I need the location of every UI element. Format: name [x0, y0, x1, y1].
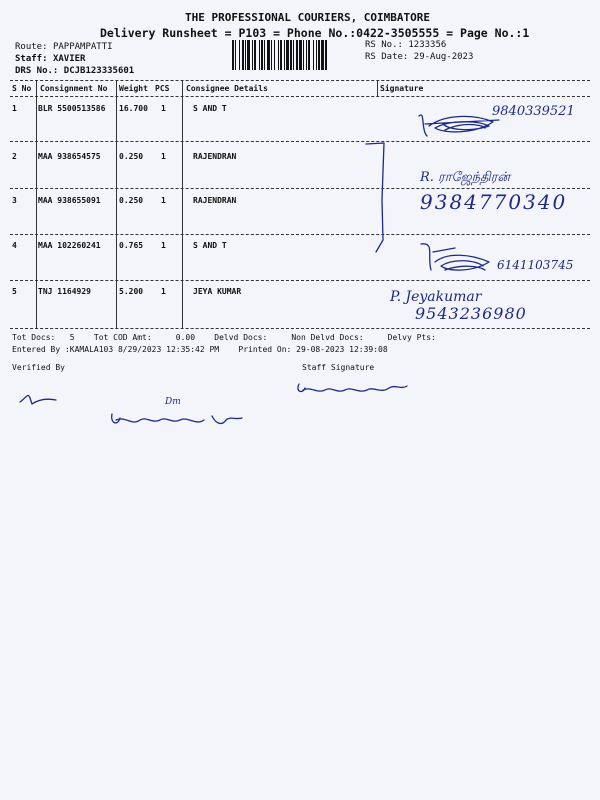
row-weight: 0.250 — [119, 196, 144, 205]
row-consignment: MAA 938655091 — [38, 196, 101, 205]
row-rule — [10, 234, 590, 235]
table-top-rule — [10, 80, 590, 81]
row-weight: 0.765 — [119, 241, 144, 250]
verified-by-label: Verified By — [12, 363, 65, 372]
row-sno: 4 — [12, 241, 17, 250]
rs-date-line — [365, 52, 473, 62]
row-sno: 1 — [12, 104, 17, 113]
row-consignee: RAJENDRAN — [193, 152, 237, 161]
rs-no-line — [365, 40, 446, 50]
col-header-weight: Weight — [119, 84, 148, 93]
handwritten-name: R. ராஜேந்திரன் — [420, 170, 510, 185]
staff-line — [15, 54, 85, 64]
rs-no-value: 1233356 — [408, 40, 447, 50]
row-weight: 0.250 — [119, 152, 144, 161]
handwritten-phone: 9384770340 — [420, 190, 568, 214]
drs-value: DCJB123335601 — [63, 66, 135, 76]
verifier-signature — [108, 406, 248, 432]
staff-label: Staff: — [15, 54, 48, 64]
handwritten-initials: Dm — [165, 397, 181, 407]
row-consignment: TNJ 1164929 — [38, 287, 91, 296]
col-divider — [377, 80, 378, 96]
row-pcs: 1 — [161, 287, 166, 296]
col-header-consignee: Consignee Details — [186, 84, 268, 93]
staff-signature — [295, 378, 410, 398]
col-divider — [116, 80, 117, 328]
route-line — [15, 42, 113, 52]
row-rule — [10, 188, 590, 189]
row-sno: 2 — [12, 152, 17, 161]
staff-signature-label: Staff Signature — [302, 363, 375, 372]
verifier-signature — [18, 388, 63, 410]
handwritten-bracket — [362, 140, 392, 260]
row-consignee: S AND T — [193, 241, 227, 250]
col-divider — [182, 80, 183, 328]
handwritten-phone: 6141103745 — [497, 258, 574, 272]
rs-no-label: RS No.: — [365, 40, 403, 50]
row-consignment: BLR 5500513586 — [38, 104, 106, 113]
signature-scribble — [415, 240, 500, 280]
rs-date-value: 29-Aug-2023 — [413, 52, 474, 62]
barcode — [232, 40, 356, 70]
drs-line — [15, 66, 134, 76]
row-consignee: S AND T — [193, 104, 227, 113]
row-consignment: MAA 102260241 — [38, 241, 101, 250]
row-sno: 3 — [12, 196, 17, 205]
col-header-signature: Signature — [380, 84, 424, 93]
row-pcs: 1 — [161, 104, 166, 113]
col-header-pcs: PCS — [155, 84, 170, 93]
row-pcs: 1 — [161, 152, 166, 161]
rs-date-label: RS Date: — [365, 52, 409, 62]
table-header-rule — [10, 96, 590, 97]
route-label: Route: — [15, 42, 48, 52]
row-pcs: 1 — [161, 241, 166, 250]
row-sno: 5 — [12, 287, 17, 296]
entered-by-line: Entered By :KAMALA103 8/29/2023 12:35:42 PM Printed On: 29-08-2023 12:39:08 — [12, 345, 388, 354]
row-consignee: JEYA KUMAR — [193, 287, 242, 296]
handwritten-phone: 9840339521 — [492, 104, 575, 119]
table-bottom-rule — [10, 328, 590, 329]
row-pcs: 1 — [161, 196, 166, 205]
totals-line: Tot Docs: 5 Tot COD Amt: 0.00 Delvd Docs: Non Delvd Docs: Delvy Pts: — [12, 333, 436, 342]
company-title: THE PROFESSIONAL COURIERS, COIMBATORE — [185, 11, 431, 24]
row-rule — [10, 280, 590, 281]
col-header-sno: S No — [12, 84, 32, 93]
row-weight: 16.700 — [119, 104, 148, 113]
row-consignee: RAJENDRAN — [193, 196, 237, 205]
route-value: PAPPAMPATTI — [52, 42, 113, 52]
handwritten-phone: 9543236980 — [415, 304, 527, 323]
row-consignment: MAA 938654575 — [38, 152, 101, 161]
col-divider — [36, 80, 37, 328]
runsheet-line: Delivery Runsheet = P103 = Phone No.:0422-3505555 = Page No.:1 — [100, 26, 530, 40]
handwritten-name: P. Jeyakumar — [390, 289, 482, 305]
col-header-consignment: Consignment No — [40, 84, 108, 93]
row-rule — [10, 141, 590, 142]
drs-label: DRS No.: — [15, 66, 59, 76]
staff-value: XAVIER — [52, 54, 86, 64]
row-weight: 5.200 — [119, 287, 144, 296]
